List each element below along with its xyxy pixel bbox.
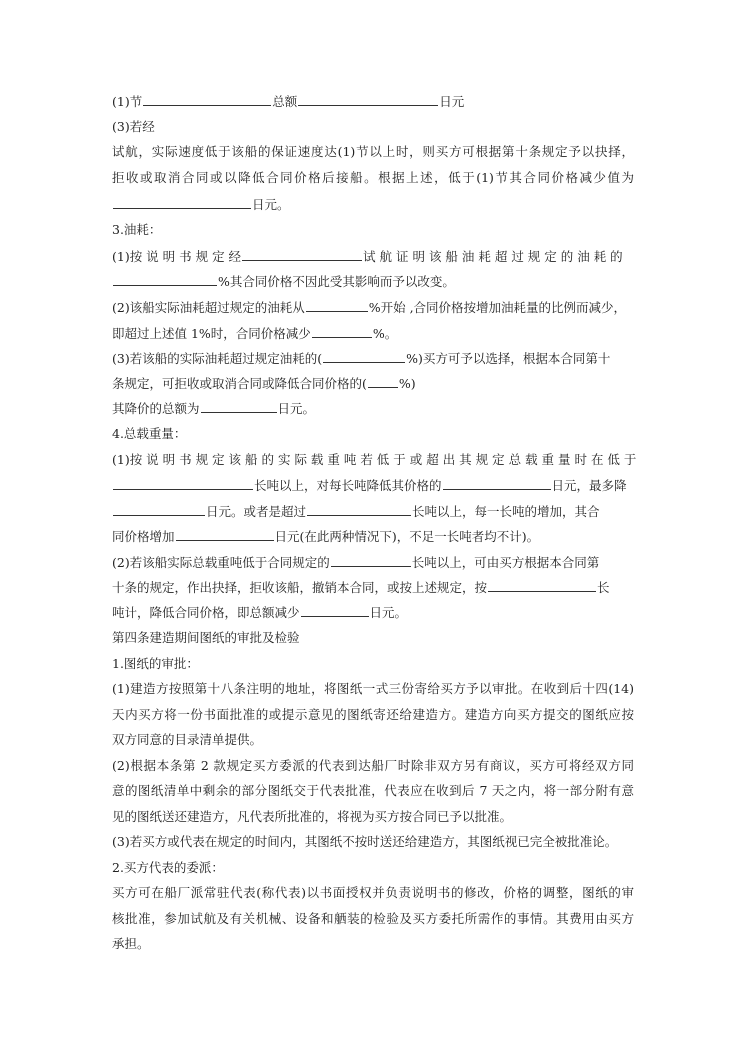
fill-blank bbox=[113, 196, 251, 209]
fill-blank bbox=[312, 325, 372, 338]
text: 同价格增加 bbox=[112, 529, 175, 544]
text: (2)若该船实际总载重吨低于合同规定的 bbox=[112, 555, 330, 570]
line-11 bbox=[112, 350, 634, 366]
line-12 bbox=[112, 375, 634, 391]
text: %)买方可予以选择，根据本合同第十 bbox=[406, 351, 611, 366]
text: 十条的规定，作出抉择，拒收该船，撤销本合同，或按上述规定，按 bbox=[112, 580, 488, 595]
line-4: 拒收或取消合同或以降低合同价格后接船。根据上述，低于(1)节其合同价格减少值为 bbox=[112, 170, 634, 185]
text: 日元 bbox=[439, 94, 465, 109]
fill-blank bbox=[443, 477, 551, 490]
fill-blank bbox=[143, 93, 271, 106]
fill-blank bbox=[306, 299, 368, 312]
text: (1)节 bbox=[112, 94, 143, 109]
text: 日元，最多降 bbox=[551, 478, 627, 493]
line-8 bbox=[112, 273, 634, 289]
fill-blank bbox=[488, 579, 596, 592]
fill-blank bbox=[113, 273, 217, 286]
line-7 bbox=[112, 248, 634, 264]
line-18 bbox=[112, 528, 634, 544]
text: 日元。或者是超过 bbox=[206, 504, 307, 519]
line-15: (1)按 说 明 书 规 定 该 船 的 实 际 载 重 吨 若 低 于 或 超 出 其 规 定 总 载 重 量 时 在 低 于 bbox=[112, 452, 637, 467]
text: %开始 ,合同价格按增加油耗量的比例而减少， bbox=[368, 300, 627, 315]
fill-blank bbox=[242, 248, 362, 261]
section-heading: 第四条建造期间图纸的审批及检验 bbox=[112, 630, 300, 645]
text: 长 bbox=[597, 580, 610, 595]
line-24: (1)建造方按照第十八条注明的地址，将图纸一式三份寄给买方予以审批。在收到后十四(14) bbox=[112, 681, 634, 696]
line-20 bbox=[112, 579, 634, 595]
line-25: 天内买方将一份书面批准的或提示意见的图纸寄还给建造方。建造方向买方提交的图纸应按 bbox=[112, 707, 634, 722]
line-3: 试航，实际速度低于该船的保证速度达(1)节以上时，则买方可根据第十条规定予以抉择， bbox=[112, 144, 634, 159]
line-27: (2)根据本条第 2 款规定买方委派的代表到达船厂时除非双方另有商议，买方可将经双方同 bbox=[112, 758, 634, 773]
text: 其降价的总额为 bbox=[112, 401, 200, 416]
text: (3)若该船的实际油耗超过规定油耗的( bbox=[112, 351, 323, 366]
fill-blank bbox=[307, 503, 411, 516]
line-1 bbox=[112, 93, 634, 109]
fill-blank bbox=[368, 375, 398, 388]
line-32: 买方可在船厂派常驻代表(称代表)以书面授权并负责说明书的修改，价格的调整，图纸的审 bbox=[112, 885, 634, 900]
fill-blank bbox=[301, 604, 369, 617]
text: 吨计，降低合同价格，即总额减少 bbox=[112, 605, 300, 620]
text: 条规定，可拒收或取消合同或降低合同价格的( bbox=[112, 376, 367, 391]
text: %。 bbox=[372, 326, 398, 341]
text: 日元。 bbox=[252, 197, 290, 212]
line-16 bbox=[112, 477, 634, 493]
line-30: (3)若买方或代表在规定的时间内，其图纸不按时送还给建造方，其图纸视已完全被批准论。 bbox=[112, 834, 618, 849]
line-13 bbox=[112, 400, 634, 416]
text: 总额 bbox=[272, 94, 298, 109]
line-19 bbox=[112, 554, 634, 570]
line-6: 3.油耗： bbox=[112, 222, 162, 237]
line-26: 双方同意的目录清单提供。 bbox=[112, 732, 263, 747]
text: 日元(在此两种情况下)，不足一长吨者均不计)。 bbox=[274, 529, 540, 544]
text: (2)该船实际油耗超过规定的油耗从 bbox=[112, 300, 305, 315]
fill-blank bbox=[176, 528, 274, 541]
line-5 bbox=[112, 196, 634, 212]
line-17 bbox=[112, 503, 634, 519]
text: 长吨以上，每一长吨的增加，其合 bbox=[412, 504, 600, 519]
text: %) bbox=[398, 376, 416, 391]
line-14: 4.总载重量： bbox=[112, 426, 187, 441]
text: 日元。 bbox=[369, 605, 408, 620]
text: 日元。 bbox=[277, 401, 316, 416]
line-33: 核批准，参加试航及有关机械、设备和舾装的检验及买方委托所需作的事情。其费用由买方 bbox=[112, 911, 634, 926]
line-10 bbox=[112, 325, 634, 341]
fill-blank bbox=[331, 554, 411, 567]
fill-blank bbox=[201, 400, 277, 413]
line-29: 见的图纸送还建造方，凡代表所批准的，将视为买方按合同已予以批准。 bbox=[112, 809, 513, 824]
line-2: (3)若经 bbox=[112, 119, 155, 134]
line-9 bbox=[112, 299, 634, 315]
text: 即超过上述值 1%时，合同价格减少 bbox=[112, 326, 311, 341]
line-21 bbox=[112, 604, 634, 620]
text: (1)按 说 明 书 规 定 经 bbox=[112, 249, 242, 264]
line-31: 2.买方代表的委派： bbox=[112, 860, 224, 875]
line-23: 1.图纸的审批： bbox=[112, 656, 199, 671]
text: 长吨以上，可由买方根据本合同第 bbox=[411, 555, 600, 570]
fill-blank bbox=[113, 477, 253, 490]
line-34: 承担。 bbox=[112, 936, 150, 951]
line-28: 意的图纸清单中剩余的部分图纸交于代表批准，代表应在收到后 7 天之内，将一部分附有意 bbox=[112, 783, 634, 798]
text: 试 航 证 明 该 船 油 耗 超 过 规 定 的 油 耗 的 bbox=[363, 249, 623, 264]
fill-blank bbox=[323, 350, 405, 363]
fill-blank bbox=[113, 503, 205, 516]
text: %其合同价格不因此受其影响而予以改变。 bbox=[218, 274, 455, 289]
fill-blank bbox=[298, 93, 438, 106]
text: 长吨以上，对每长吨降低其价格的 bbox=[254, 478, 442, 493]
